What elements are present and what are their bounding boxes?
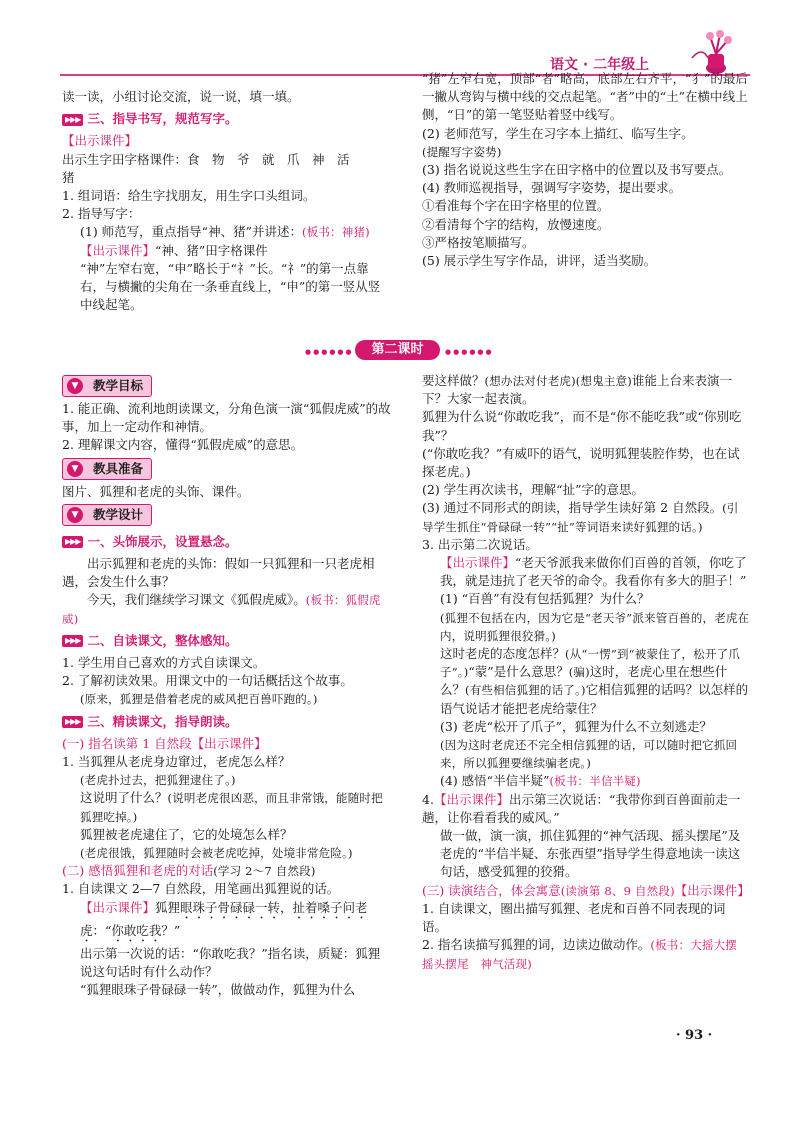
triple-arrow-icon: ▶▶▶ [62,635,83,647]
materials-text: 图片、狐狸和老虎的头饰、课件。 [62,483,250,499]
chevron-down-icon: ▼ [67,507,83,523]
question-3-note: (老虎很饿，狐狸随时会被老虎吃掉，处境非常危险。) [80,846,353,861]
section-heading-3: ▶▶▶ 三、精读课文，指导朗读。 [62,713,392,731]
question-1-note: (老虎扑过去，把狐狸逮住了。) [80,773,236,788]
item-2: 2. 指导写字： [62,206,141,222]
read-item-2: 出示第一次说的话：“你敢吃我？”指名读，质疑：狐狸说这句话时有什么动作？ [80,945,381,979]
section-heading-writing: ▶▶▶ 三、指导书写，规范写字。 [62,110,392,128]
r-exercise-2: 2. 指名读描写狐狸的词，边读边做动作。(板书：大摇大摆 摇头摆尾 神气活现) [422,937,749,971]
section-heading-2: ▶▶▶ 二、自读课文，整体感知。 [62,632,392,650]
question-1: 1. 当狐狸从老虎身边窜过，老虎怎么样？ [62,754,291,770]
r-question-2: 这时老虎的态度怎样？(从“一愣”到“被蒙住了，松开了爪子”。)“蒙”是什么意思？(骗)这时，老虎心里在想些什么？(有些相信狐狸的话了。)它相信狐狸的话吗？以怎样的语气说话才能把老虎给蒙住？ [440,646,749,716]
r-question-1-note: (狐狸不包括在内，因为它是“老天爷”派来管百兽的，老虎在内，说明狐狸很狡猾。) [440,610,750,643]
goal-2: 2. 理解课文内容，懂得“狐假虎威”的意思。 [62,437,304,453]
r-para-1: 要这样做？(想办法对付老虎)(想鬼主意)谁能上台来表演一下？大家一起表演。 [422,373,732,407]
shen-explanation: “神”左窄右宽，“申”略长于“礻”长。“礻”的第一点靠右，与横撇的尖角在一条垂直线上，“申”的第一竖从竖中线起笔。 [80,260,381,313]
s2-item-2-note: (原来，狐狸是借着老虎的威风把百兽吓跑的。) [80,692,318,707]
goal-1: 1. 能正确、流利地朗读课文，分角色演一演“狐假虎威”的故事，加上一定动作和神情。 [62,401,391,435]
posture-note: (提醒写字姿势) [422,144,502,159]
right-column [422,372,750,973]
item-3: (3) 指名说说这些生字在田字格中的位置以及书写要点。 [422,162,732,178]
item-5: (5) 展示学生写字作品，讲评，适当奖励。 [422,253,657,269]
s2-item-2: 2. 了解初读效果。用课文中的一句话概括这个故事。 [62,673,353,689]
zhu-explanation: “猪”左窄右宽，顶部“者”略高，底部左右齐平，“犭”的最后一撇从弯钩与横中线的交点起笔。“者”中的“土”在横中线上侧，“日”的第一笔竖贴着竖中线写。 [422,71,748,123]
r-question-4: (4) 感悟“半信半疑”(板书：半信半疑) [440,773,641,789]
r-question-1: (1) “百兽”有没有包括狐狸？为什么？ [440,591,650,607]
flower-vase-icon [690,28,742,76]
s1-paragraph-2: 今天，我们继续学习课文《狐假虎威》。(板书：狐假虎威) [62,592,381,626]
r-question-3: (3) 老虎“松开了爪子”，狐狸为什么不立刻逃走？ [440,718,712,734]
read-item-1: 1. 自读课文 2—7 自然段，用笔画出狐狸说的话。 [62,881,340,897]
item-1: 1. 组词语：给生字找朋友，用生字口头组词。 [62,188,316,204]
lesson-title: 第二课时 [355,340,440,360]
item-2b: 【出示课件】“神、猪”田字格课件 [80,242,268,258]
r-item-4: 4.【出示课件】出示第三次说话：“我带你到百兽面前走一趟，让你看看我的威风。” [422,791,741,825]
intro-text: 读一读，小组讨论交流，说一说，填一填。 [62,89,300,104]
heading-materials: ▼ 教具准备 [62,458,152,480]
triple-arrow-icon: ▶▶▶ [62,114,83,126]
chars-line: 出示生字田字格课件：食 物 爷 就 爪 神 活 [62,151,350,167]
sub-heading-1: (一) 指名读第 1 自然段【出示课件】 [62,735,267,751]
chevron-down-icon: ▼ [67,378,83,394]
heading-goals: ▼ 教学目标 [62,375,152,397]
req-2: ②看清每个字的结构，放慢速度。 [422,216,610,232]
item-2a: (1) 师范写，重点指导“神、猪”并讲述：(板书：神猪) [80,224,370,240]
lesson-title-bar [305,340,494,360]
sub-heading-2: (二) 感悟狐狸和老虎的对话(学习 2～7 自然段) [62,863,316,879]
show-courseware-tag: 【出示课件】 [62,133,138,149]
s1-paragraph-1: 出示狐狸和老虎的头饰：假如一只狐狸和一只老虎相遇，会发生什么事？ [62,556,375,590]
courseware-quote-2: 【出示课件】“老天爷派我来做你们百兽的首领，你吃了我，就是违抗了老天爷的命令。我看你有多大的胆子！” [440,555,747,589]
req-1: ①看准每个字在田字格里的位置。 [422,198,610,214]
top-left-column [62,88,392,314]
s2-item-1: 1. 学生用自己喜欢的方式自读课文。 [62,655,266,671]
item-4: (4) 教师巡视指导，强调写字姿势，提出要求。 [422,180,682,196]
top-right-column [422,70,750,270]
r-exercise-1: 1. 自读课文，圈出描写狐狸、老虎和百兽不同表现的词语。 [422,900,726,935]
r-item-3: 3. 出示第二次说话。 [422,536,538,552]
left-column [62,372,392,999]
r-para-3: (“你敢吃我？”有威吓的语气，说明狐狸装腔作势，也在试探老虎。) [422,445,740,480]
chars-line-2: 猪 [62,169,75,185]
req-3: ③严格按笔顺描写。 [422,234,535,250]
heading-design: ▼ 教学设计 [62,504,152,526]
r-question-3-note: (因为这时老虎还不完全相信狐狸的话，可以随时把它抓回来，所以狐狸要继续骗老虎。) [440,738,738,771]
right-dots: ●●●●●● [445,348,494,356]
read-item-3: “狐狸眼珠子骨碌碌一转”，做做动作，狐狸为什么 [80,982,356,998]
chevron-down-icon: ▼ [67,461,83,477]
triple-arrow-icon: ▶▶▶ [62,536,83,548]
section-heading-1: ▶▶▶ 一、头饰展示，设置悬念。 [62,533,392,551]
question-2: 这说明了什么？(说明老虎很凶恶，而且非常饿，能随时把狐狸吃掉。) [80,790,383,824]
header-subject: 语文 · 二年级上 [550,57,650,73]
sub-heading-3: (三) 读演结合，体会寓意(读演第 8、9 自然段)【出示课件】 [422,882,750,898]
page-number: · 93 · [676,1028,713,1043]
r-item-4b: 做一做，演一演，抓住狐狸的“神气活现、摇头摆尾”及老虎的“半信半疑、东张西望”指导学生得意地读一读这句话，感受狐狸的狡猾。 [440,828,741,880]
triple-arrow-icon: ▶▶▶ [62,716,83,728]
left-dots: ●●●●●● [305,348,354,356]
r-para-2: 狐狸为什么说“你敢吃我”，而不是“你不能吃我”或“你别吃我”？ [422,409,742,443]
r-para-5: (3) 通过不同形式的朗读，指导学生读好第 2 自然段。(引导学生抓住“骨碌碌一转”“扯”等词语来读好狐狸的话。) [422,500,739,534]
question-3: 狐狸被老虎逮住了，它的处境怎么样？ [80,826,293,842]
item-2-demo: (2) 老师范写，学生在习字本上描红、临写生字。 [422,125,694,141]
courseware-quote-1: 【出示课件】狐狸眼珠子骨碌碌一转，扯着嗓子问老虎：“你敢吃我？” [80,899,368,938]
r-para-4: (2) 学生再次读书，理解“扯”字的意思。 [422,482,644,498]
